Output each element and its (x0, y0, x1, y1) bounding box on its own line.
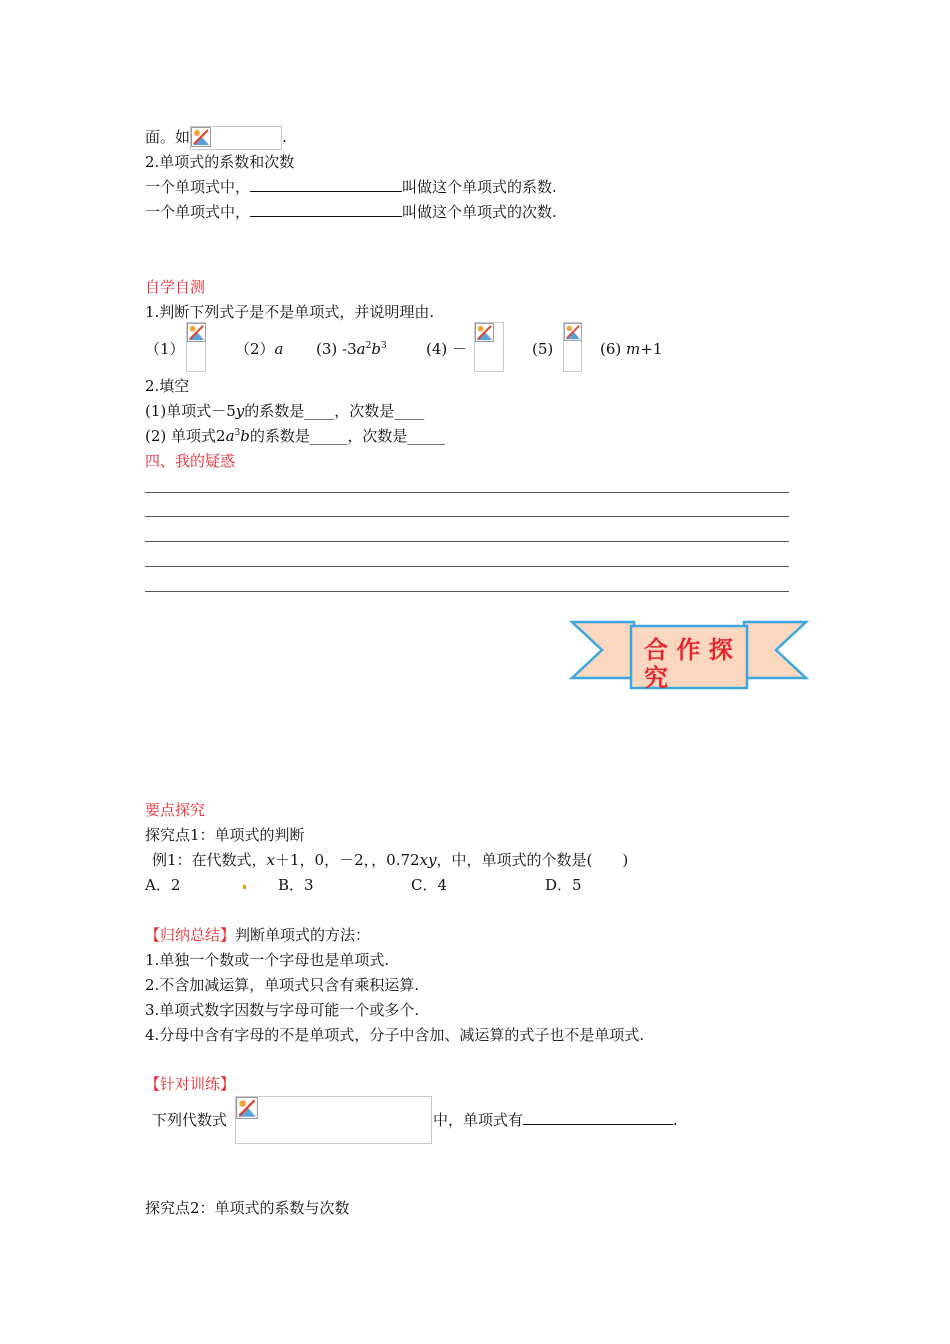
option-c[interactable]: C．4 (411, 876, 448, 894)
item-5-label: (5) (532, 340, 554, 358)
doubt-line-3[interactable] (145, 541, 789, 542)
example-1: 例1：在代数式，x＋1，0，－2，，0.72xy，中，单项式的个数是( ) (152, 851, 629, 869)
doubts-heading: 四、我的疑惑 (145, 452, 236, 470)
summary-line: 【归纳总结】判断单项式的方法： (145, 926, 371, 944)
broken-image-icon (236, 1097, 258, 1119)
rule-2: 2.不含加减运算，单项式只含有乘积运算. (145, 976, 420, 994)
broken-image-icon (191, 127, 211, 147)
item-1-image (186, 322, 206, 372)
rule-1: 1.单独一个数或一个字母也是单项式. (145, 951, 390, 969)
item-5-image (563, 322, 582, 372)
doubt-line-4[interactable] (145, 566, 789, 567)
self-test-q2-1: (1)单项式－5y的系数是____，次数是____ (145, 402, 425, 420)
item-1-label: （1） (145, 340, 185, 358)
banner-right-ribbon (744, 622, 806, 678)
broken-image-icon (475, 323, 494, 342)
item-2: （2）a (235, 340, 284, 358)
coefficient-definition: 一个单项式中， 叫做这个单项式的系数. (145, 178, 557, 196)
self-test-q1: 1.判断下列式子是不是单项式，并说明理由. (145, 303, 435, 321)
banner-text: 合 作 探 究 (644, 636, 733, 692)
explore-point-2: 探究点2：单项式的系数与次数 (145, 1199, 350, 1217)
explore-heading: 要点探究 (145, 801, 206, 819)
coefficient-blank[interactable] (250, 177, 402, 192)
doubt-line-1[interactable] (145, 492, 789, 493)
option-d[interactable]: D．5 (545, 876, 582, 894)
option-a[interactable]: A．2 (145, 876, 181, 894)
broken-image-example (190, 126, 282, 150)
degree-definition: 一个单项式中， 叫做这个单项式的次数. (145, 203, 557, 221)
rule-3: 3.单项式数字因数与字母可能一个或多个. (145, 1001, 420, 1019)
self-test-q2-2: (2) 单项式$2a^3b$的系数是_____，次数是_____ (145, 427, 445, 445)
stray-dot (243, 885, 246, 889)
training-heading: 【针对训练】 (145, 1075, 236, 1093)
item-4-image (474, 322, 504, 372)
option-b[interactable]: B．3 (278, 876, 314, 894)
broken-image-icon (187, 323, 206, 342)
item-6: (6) m+1 (600, 340, 663, 358)
doubt-line-5[interactable] (145, 591, 789, 592)
intro-line: 面。如 . (145, 126, 287, 150)
doubt-line-2[interactable] (145, 516, 789, 517)
rule-4: 4.分母中含有字母的不是单项式，分子中含加、减运算的式子也不是单项式. (145, 1026, 645, 1044)
item-3: (3) $-3a^2b^3$ (316, 340, 387, 358)
training-answer-blank[interactable] (523, 1110, 673, 1125)
explore-point-1: 探究点1：单项式的判断 (145, 826, 305, 844)
item-4: (4) － (426, 340, 468, 358)
banner-left-ribbon (572, 622, 634, 678)
training-prefix: 下列代数式 (152, 1111, 228, 1129)
section2-title: 2.单项式的系数和次数 (145, 153, 295, 171)
training-question: 中，单项式有 . (433, 1111, 678, 1129)
self-test-q2: 2.填空 (145, 377, 190, 395)
self-test-heading: 自学自测 (145, 278, 206, 296)
broken-image-icon (564, 323, 582, 341)
training-expressions-image (235, 1096, 432, 1144)
degree-blank[interactable] (250, 202, 402, 217)
